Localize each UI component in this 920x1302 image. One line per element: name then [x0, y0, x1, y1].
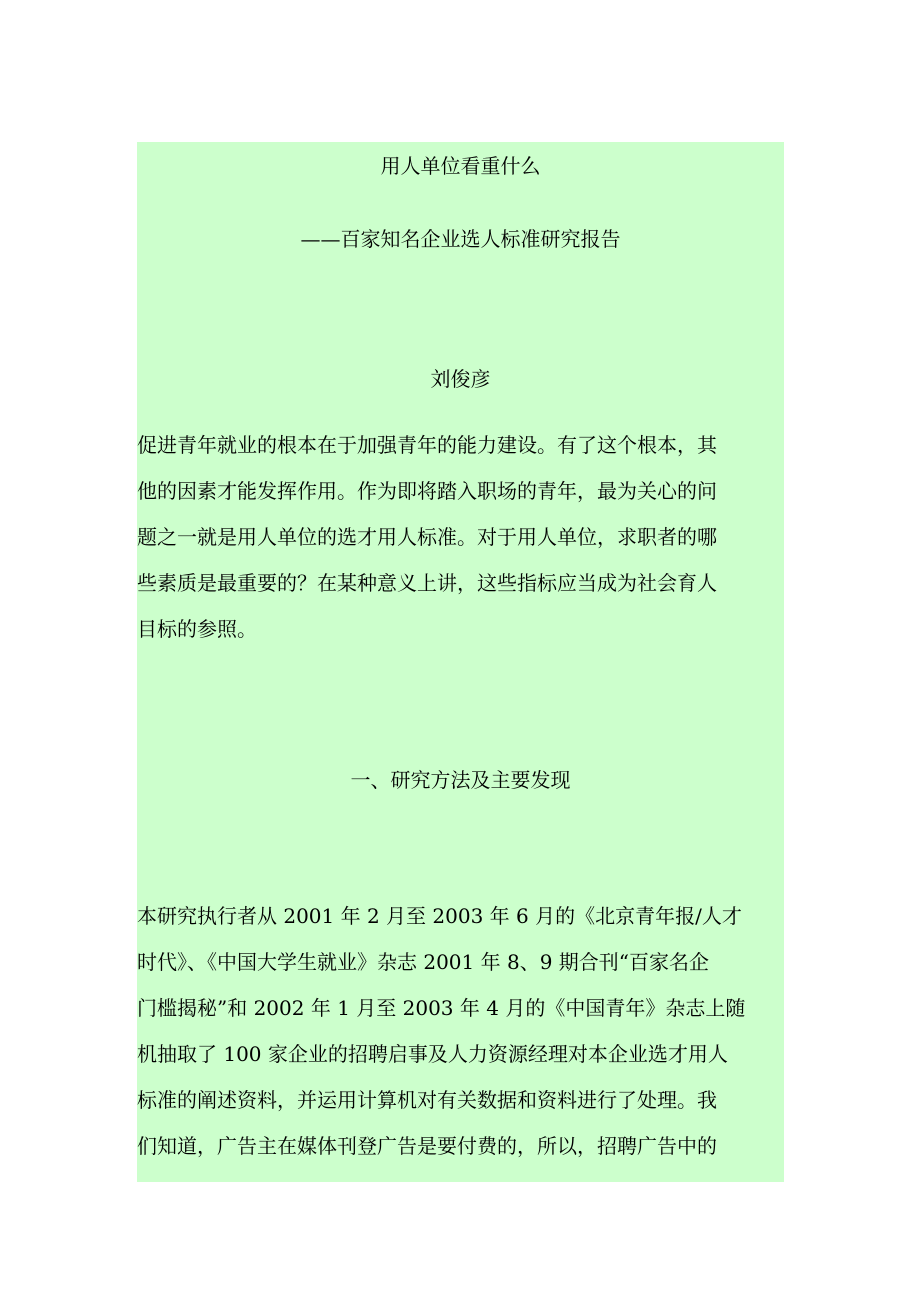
- intro-line: 些素质是最重要的？在某种意义上讲，这些指标应当成为社会育人: [137, 571, 717, 595]
- document-subtitle: ——百家知名企业选人标准研究报告: [300, 227, 621, 251]
- intro-line: 促进青年就业的根本在于加强青年的能力建设。有了这个根本，其: [137, 433, 717, 457]
- body-line: 本研究执行者从 2001 年 2 月至 2003 年 6 月的《北京青年报/人才: [137, 904, 742, 928]
- body-line: 标准的阐述资料，并运用计算机对有关数据和资料进行了处理。我: [137, 1088, 717, 1112]
- body-line: 们知道，广告主在媒体刊登广告是要付费的，所以，招聘广告中的: [137, 1134, 717, 1158]
- document-title: 用人单位看重什么: [380, 154, 541, 178]
- body-line: 机抽取了 100 家企业的招聘启事及人力资源经理对本企业选才用人: [137, 1042, 728, 1066]
- intro-paragraph: [137, 422, 784, 652]
- intro-line: 目标的参照。: [137, 617, 257, 641]
- intro-line: 题之一就是用人单位的选才用人标准。对于用人单位，求职者的哪: [137, 525, 717, 549]
- section-heading: 一、研究方法及主要发现: [350, 768, 571, 792]
- body-paragraph: [137, 893, 784, 1169]
- body-line: 门槛揭秘”和 2002 年 1 月至 2003 年 4 月的《中国青年》杂志上随: [137, 996, 746, 1020]
- body-line: 时代》、《中国大学生就业》杂志 2001 年 8、9 期合刊“百家名企: [137, 950, 710, 974]
- intro-line: 他的因素才能发挥作用。作为即将踏入职场的青年，最为关心的问: [137, 479, 717, 503]
- document-author: 刘俊彦: [430, 367, 491, 391]
- document-page: [137, 142, 784, 1182]
